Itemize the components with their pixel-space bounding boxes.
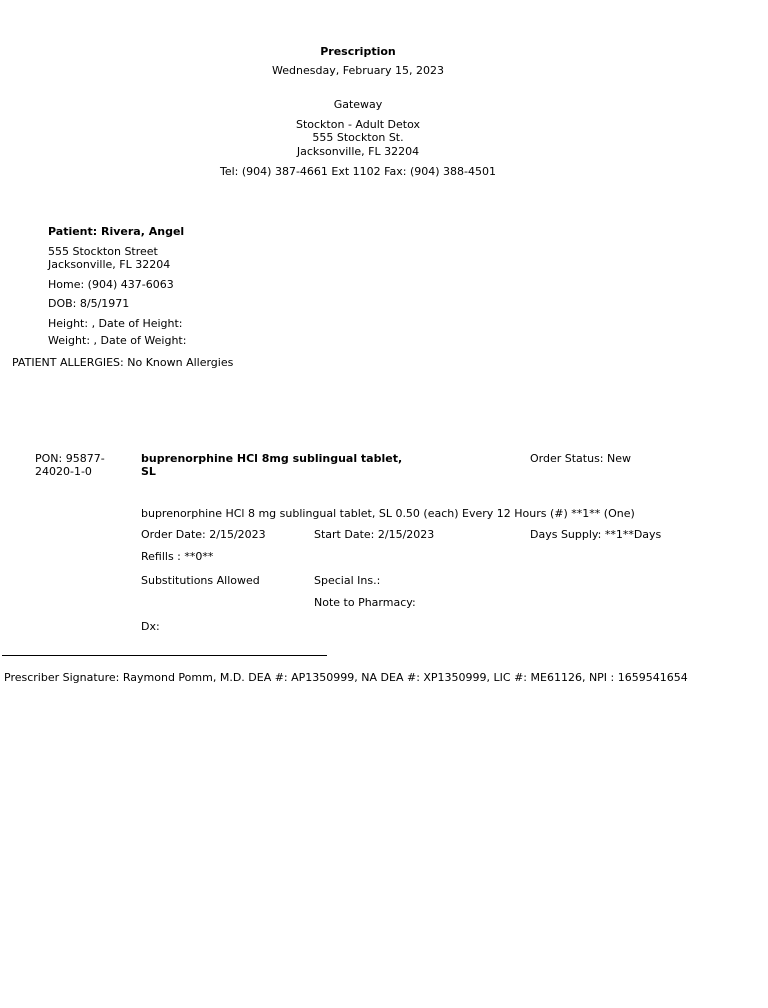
pon-line-2: 24020-1-0 [35, 465, 92, 478]
diagnosis: Dx: [141, 620, 160, 633]
patient-name: Patient: Rivera, Angel [48, 225, 185, 238]
drug-name-line-2: SL [141, 465, 156, 478]
page-title: Prescription [320, 45, 396, 58]
patient-weight: Weight: , Date of Weight: [48, 334, 187, 347]
patient-height: Height: , Date of Height: [48, 317, 183, 330]
facility-street: 555 Stockton St. [312, 131, 404, 144]
prescriber-signature: Prescriber Signature: Raymond Pomm, M.D. DEA #: AP1350999, NA DEA #: XP1350999, LIC #: ME61126, NPI : 1659541654 [4, 671, 688, 684]
signature-line [2, 655, 327, 656]
pon-line-1: PON: 95877- [35, 452, 105, 465]
sig-instructions: buprenorphine HCl 8 mg sublingual tablet, SL 0.50 (each) Every 12 Hours (#) **1** (One) [141, 507, 635, 520]
note-to-pharmacy: Note to Pharmacy: [314, 596, 416, 609]
order-date: Order Date: 2/15/2023 [141, 528, 266, 541]
facility-city: Jacksonville, FL 32204 [296, 145, 420, 158]
organization-name: Gateway [333, 98, 383, 111]
days-supply: Days Supply: **1**Days [530, 528, 662, 541]
drug-name-line-1: buprenorphine HCl 8mg sublingual tablet, [141, 452, 403, 465]
patient-city: Jacksonville, FL 32204 [48, 258, 171, 271]
facility-contact: Tel: (904) 387-4661 Ext 1102 Fax: (904) 388-4501 [220, 165, 496, 178]
patient-dob: DOB: 8/5/1971 [48, 297, 130, 310]
patient-home-phone: Home: (904) 437-6063 [48, 278, 174, 291]
patient-street: 555 Stockton Street [48, 245, 158, 258]
order-status: Order Status: New [530, 452, 632, 465]
facility-name: Stockton - Adult Detox [295, 118, 421, 131]
prescription-date: Wednesday, February 15, 2023 [272, 64, 444, 77]
patient-allergies: PATIENT ALLERGIES: No Known Allergies [12, 356, 234, 369]
refills: Refills : **0** [141, 550, 214, 563]
start-date: Start Date: 2/15/2023 [314, 528, 435, 541]
special-instructions: Special Ins.: [314, 574, 381, 587]
substitutions: Substitutions Allowed [141, 574, 260, 587]
